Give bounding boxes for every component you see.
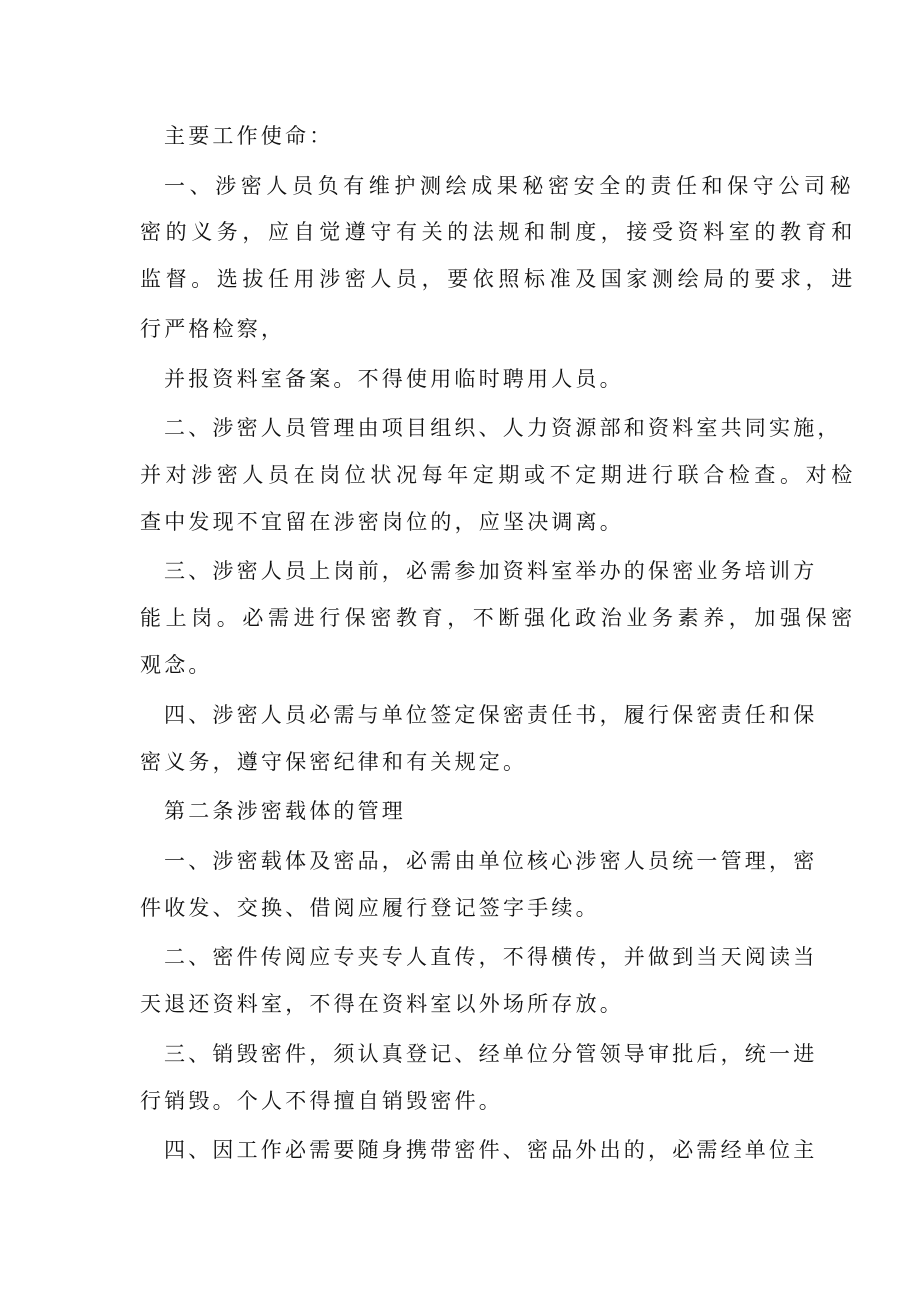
- text-line: 监督。选拔任用涉密人员，要依照标准及国家测绘局的要求，进: [140, 267, 857, 291]
- text-line: 观念。: [140, 653, 213, 677]
- text-line: 四、涉密人员必需与单位签定保密责任书，履行保密责任和保: [164, 703, 818, 727]
- text-line: 二、涉密人员管理由项目组织、人力资源部和资料室共同实施，: [164, 416, 842, 440]
- text-line: 四、因工作必需要随身携带密件、密品外出的，必需经单位主: [164, 1138, 818, 1162]
- text-line: 天退还资料室，不得在资料室以外场所存放。: [140, 992, 624, 1016]
- text-line: 行销毁。个人不得擅自销毁密件。: [140, 1089, 503, 1113]
- text-line: 主要工作使命：: [164, 124, 334, 148]
- text-line: 密的义务，应自觉遵守有关的法规和制度，接受资料室的教育和: [140, 220, 857, 244]
- text-line: 二、密件传阅应专夹专人直传，不得横传，并做到当天阅读当: [164, 945, 818, 969]
- text-line: 三、销毁密件，须认真登记、经单位分管领导审批后，统一进: [164, 1042, 818, 1066]
- text-line: 并对涉密人员在岗位状况每年定期或不定期进行联合检查。对检: [140, 463, 857, 487]
- text-line: 行严格检察，: [140, 317, 286, 341]
- text-line: 一、涉密载体及密品，必需由单位核心涉密人员统一管理，密: [164, 849, 818, 873]
- text-line: 查中发现不宜留在涉密岗位的，应坚决调离。: [140, 510, 624, 534]
- text-line: 密义务，遵守保密纪律和有关规定。: [140, 750, 528, 774]
- section-heading: 第二条涉密载体的管理: [164, 799, 406, 823]
- text-line: 能上岗。必需进行保密教育，不断强化政治业务素养，加强保密: [140, 606, 857, 630]
- text-line: 一、涉密人员负有维护测绘成果秘密安全的责任和保守公司秘: [164, 174, 856, 198]
- text-line: 件收发、交换、借阅应履行登记签字手续。: [140, 896, 600, 920]
- text-line: 并报资料室备案。不得使用临时聘用人员。: [164, 367, 624, 391]
- text-line: 三、涉密人员上岗前，必需参加资料室举办的保密业务培训方: [164, 559, 818, 583]
